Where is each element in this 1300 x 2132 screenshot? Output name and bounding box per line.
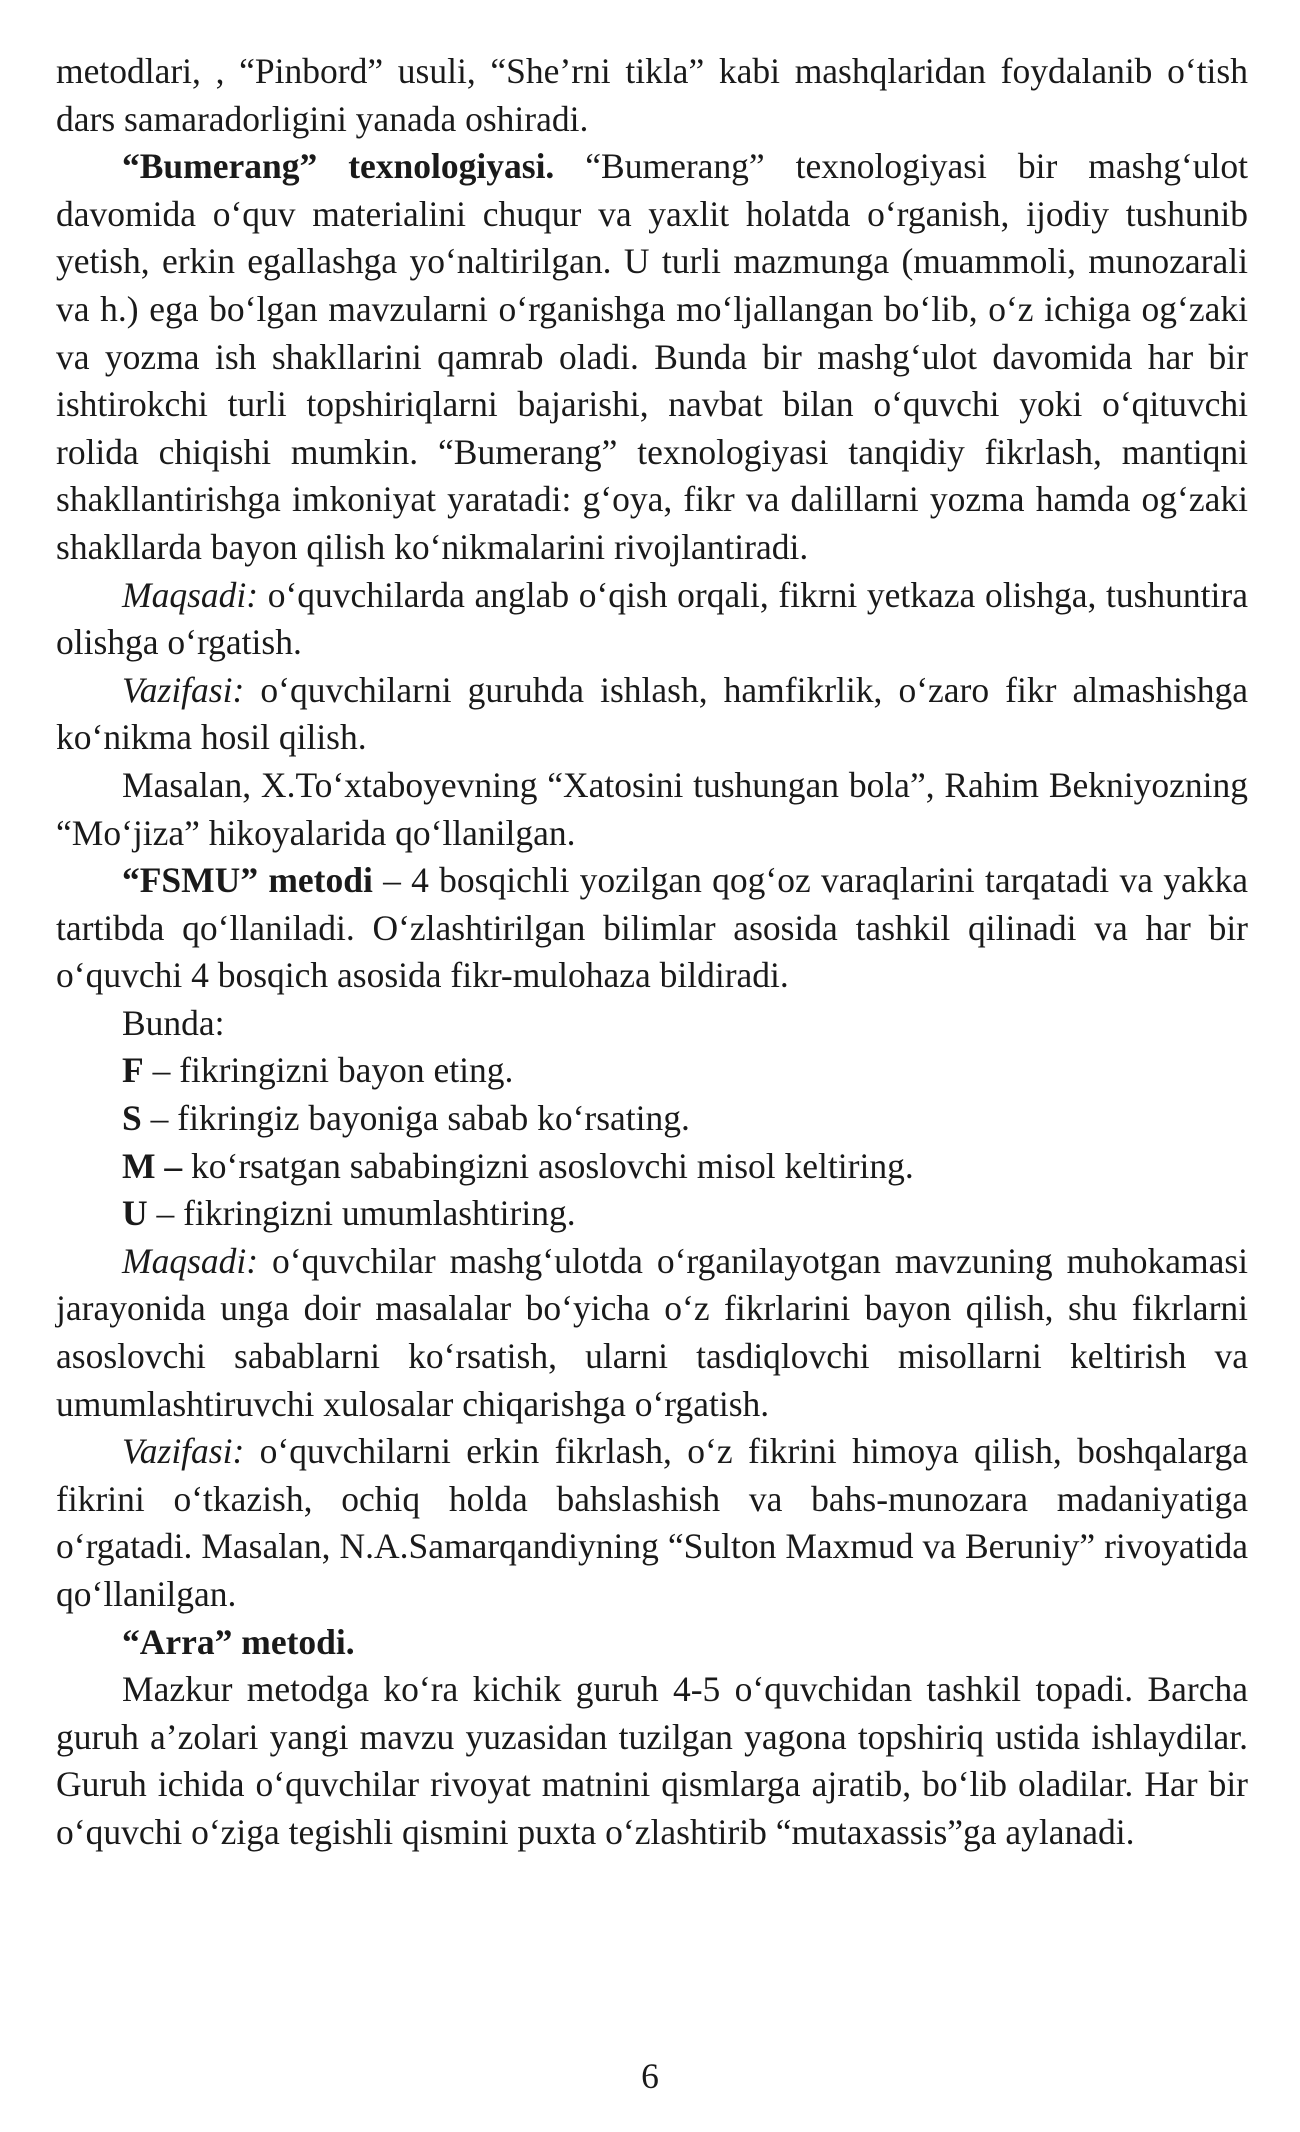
text-run: Mazkur metodga ko‘ra kichik guruh 4-5 o‘quvchidan tashkil topadi. Barcha guruh a’zolari yangi mavzu yuzasidan tuzilgan yagona topshiriq ustida ishlaydilar. Guruh ichida o‘quvchilar rivoyat matnini qismlarga ajratib, bo‘lib oladilar. Har bir o‘quvchi o‘ziga tegishli qismini puxta o‘zlashtirib “mutaxassis”ga aylanadi.	[56, 1669, 1248, 1852]
text-run: metodlari, , “Pinbord” usuli, “She’rni tikla” kabi mashqlaridan foydalanib o‘tish dars samaradorligini yanada oshiradi.	[56, 51, 1248, 139]
page-number: 6	[641, 2056, 659, 2096]
text-run: o‘quvchilarda anglab o‘qish orqali, fikrni yetkaza olishga, tushuntira olishga o‘rgatish.	[56, 574, 1248, 663]
text-run: ko‘rsatgan sababingizni asoslovchi misol keltiring.	[182, 1145, 914, 1186]
bold-run: S	[122, 1098, 142, 1139]
paragraph	[56, 1000, 1248, 1048]
paragraph	[56, 857, 1248, 1000]
text-run: o‘quvchilarni guruhda ishlash, hamfikrlik, o‘zaro fikr almashishga ko‘nikma hosil qilish.	[56, 669, 1248, 758]
text-run: – fikringiz bayoniga sabab ko‘rsating.	[141, 1098, 690, 1139]
text-run: “Bumerang” texnologiyasi bir mashg‘ulot davomida o‘quv materialini chuqur va yaxlit holatda o‘rganish, ijodiy tushunib yetish, erkin egallashga yo‘naltirilgan. U turli mazmunga (muammoli, munozarali va h.) ega bo‘lgan mavzularni o‘rganishga mo‘ljallangan bo‘lib, o‘z ichiga og‘zaki va yozma ish shakllarini qamrab oladi. Bunda bir mashg‘ulot davomida har bir ishtirokchi turli topshiriqlarni bajarishi, navbat bilan o‘quvchi yoki o‘qituvchi rolida chiqishi mumkin. “Bumerang” texnologiyasi tanqidiy fikrlash, mantiqni shakllantirishga imkoniyat yaratadi: g‘oya, fikr va dalillarni yozma hamda og‘zaki shakllarda bayon qilish ko‘nikmalarini rivojlantiradi.	[56, 146, 1248, 567]
text-run: Masalan, X.To‘xtaboyevning “Xatosini tushungan bola”, Rahim Bekniyozning “Mo‘jiza” hikoyalarida qo‘llanilgan.	[56, 764, 1248, 853]
paragraph	[56, 1095, 1248, 1143]
paragraph	[56, 1428, 1248, 1618]
paragraph	[56, 762, 1248, 857]
bold-run: M –	[122, 1145, 183, 1186]
paragraph	[56, 1143, 1248, 1191]
italic-run: Vazifasi:	[122, 1431, 245, 1472]
paragraph	[56, 48, 1248, 143]
text-run: – fikringizni bayon eting.	[143, 1050, 514, 1091]
paragraph	[56, 1047, 1248, 1095]
paragraph	[56, 1238, 1248, 1428]
bold-run: “Bumerang” texnologiyasi.	[122, 146, 555, 187]
bold-run: “FSMU” metodi	[122, 860, 373, 901]
bold-run: U	[122, 1193, 148, 1234]
paragraph	[56, 572, 1248, 667]
bold-run: F	[122, 1050, 144, 1091]
text-run: o‘quvchilarni erkin fikrlash, o‘z fikrini himoya qilish, boshqalarga fikrini o‘tkazish, ochiq holda bahslashish va bahs-munozara madaniyatiga o‘rgatadi. Masalan, N.A.Samarqandiyning “Sulton Maxmud va Beruniy” rivoyatida qo‘llanilgan.	[56, 1431, 1248, 1614]
text-run: o‘quvchilar mashg‘ulotda o‘rganilayotgan mavzuning muhokamasi jarayonida unga doir masalalar bo‘yicha o‘z fikrlarini bayon qilish, shu fikrlarni asoslovchi sabablarni ko‘rsatish, ularni tasdiqlovchi misollarni keltirish va umumlashtiruvchi xulosalar chiqarishga o‘rgatish.	[56, 1240, 1248, 1424]
text-run: – fikringizni umumlashtiring.	[147, 1193, 576, 1234]
text-run: – 4 bosqichli yozilgan qog‘oz varaqlarini tarqatadi va yakka tartibda qo‘llaniladi. O‘zlashtirilgan bilimlar asosida tashkil qilinadi va har bir o‘quvchi 4 bosqich asosida fikr-mulohaza bildiradi.	[56, 860, 1248, 996]
paragraph	[56, 667, 1248, 762]
italic-run: Maqsadi:	[122, 1240, 259, 1281]
paragraph	[56, 1190, 1248, 1238]
italic-run: Vazifasi:	[122, 669, 245, 710]
italic-run: Maqsadi:	[122, 574, 259, 615]
paragraph	[56, 1619, 1248, 1667]
body-text	[56, 48, 1248, 1857]
bold-run: “Arra” metodi.	[122, 1621, 355, 1662]
paragraph	[56, 1666, 1248, 1856]
paragraph	[56, 143, 1248, 571]
text-run: Bunda:	[122, 1002, 225, 1043]
